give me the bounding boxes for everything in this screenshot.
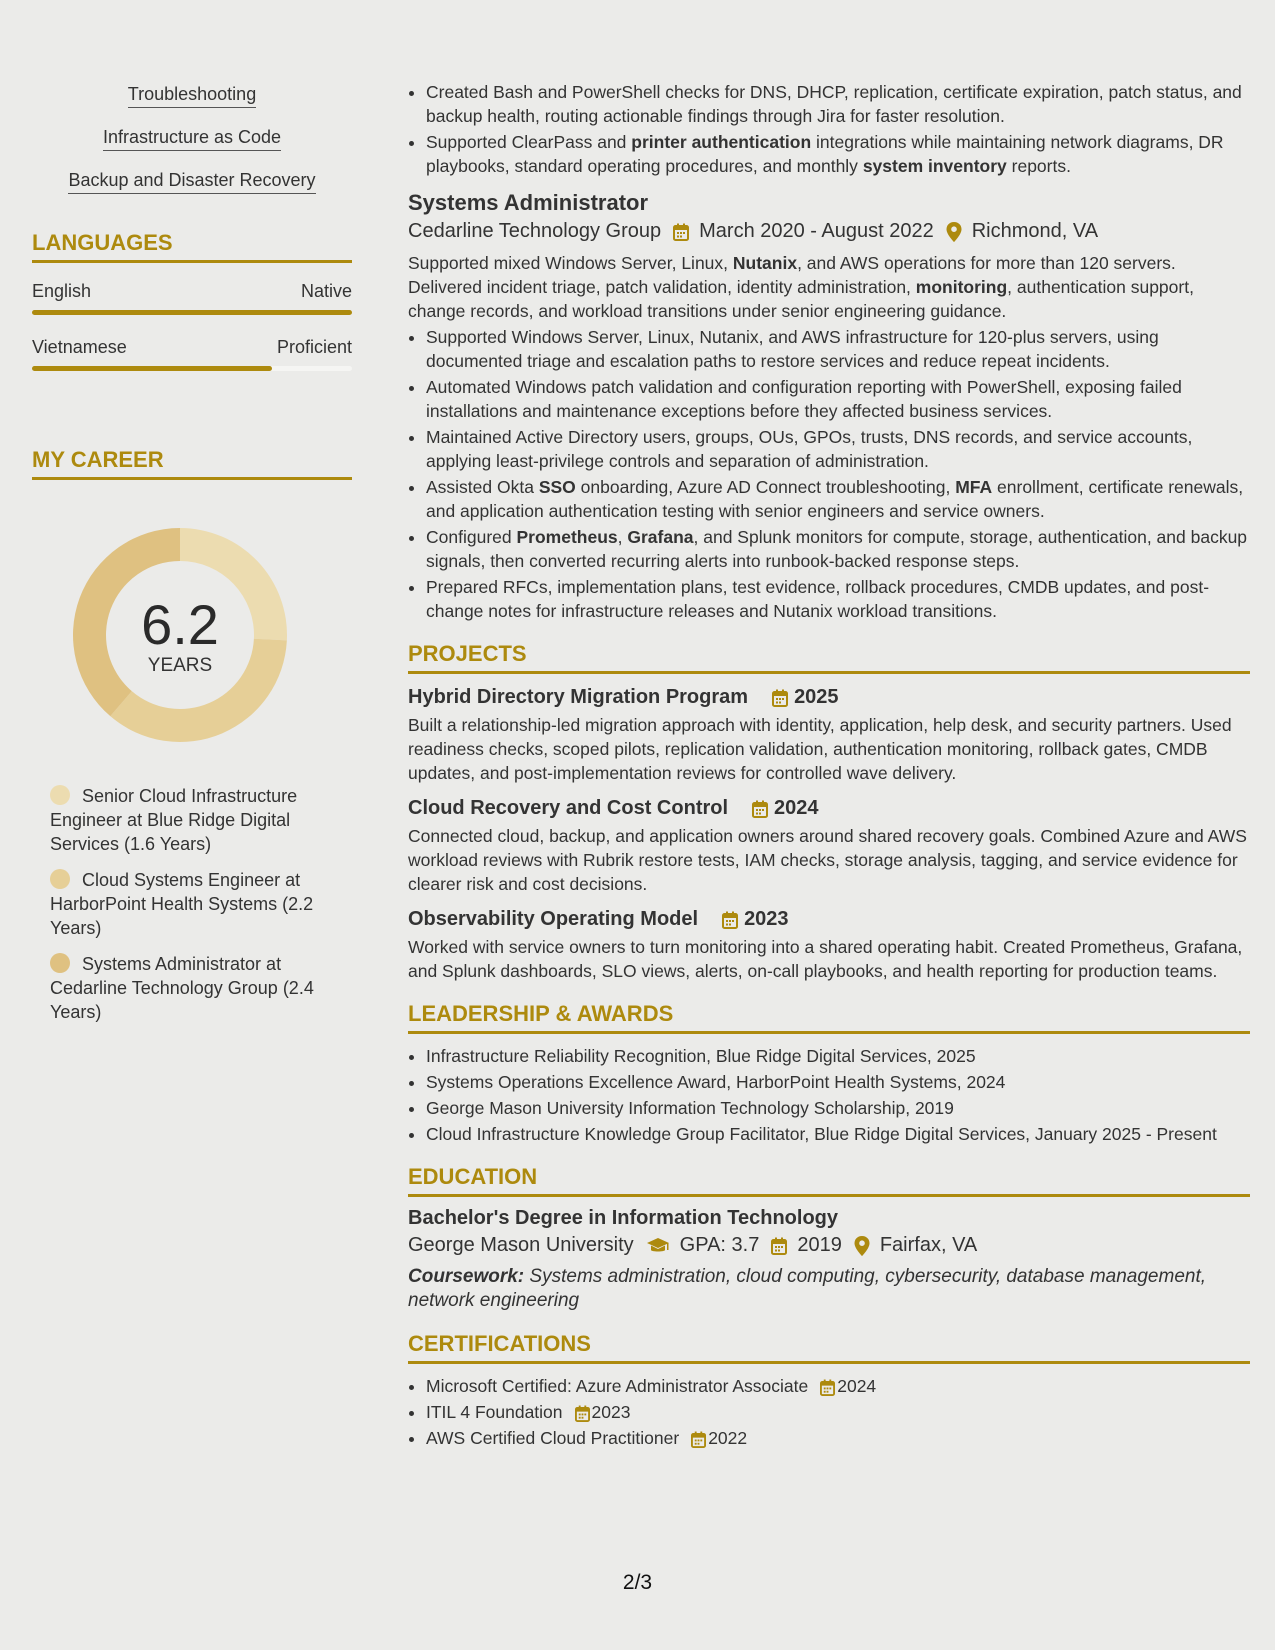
certification-item (426, 1400, 1250, 1424)
awards-heading: LEADERSHIP & AWARDS (408, 1001, 1250, 1034)
award-item: • Cloud Infrastructure Knowledge Group Facilitator, Blue Ridge Digital Services, January 2025 - Present (426, 1122, 1250, 1146)
awards-list (408, 1044, 1250, 1146)
school-name: George Mason University (408, 1234, 634, 1256)
bullet-item: • Assisted Okta SSO onboarding, Azure AD Connect troubleshooting, MFA enrollment, certificate renewals, and application authentication testing with senior engineers and service owners. (426, 475, 1250, 523)
calendar-icon (673, 220, 699, 243)
skills-list (32, 84, 352, 194)
project-item (408, 797, 1250, 896)
language-level: Native (300, 281, 352, 301)
calendar-icon (691, 1428, 708, 1448)
career-unit: YEARS (147, 655, 213, 676)
skill-item: Backup and Disaster Recovery (32, 170, 352, 194)
certification-name: Microsoft Certified: Azure Administrator Associate (426, 1376, 809, 1396)
project-title-row (408, 686, 1250, 709)
project-year: 2024 (774, 797, 819, 819)
language-bar-fill (32, 310, 352, 315)
bullet-item: • Created Bash and PowerShell checks for DNS, DHCP, replication, certificate expiration, patch status, and backup health, routing actionable findings through Jira for faster resolution. (426, 80, 1250, 128)
calendar-icon (760, 689, 794, 707)
coursework-text: Systems administration, cloud computing, cybersecurity, database management, network engineering (408, 1266, 1207, 1311)
legend-dot (50, 953, 70, 973)
bullet-item: • Supported ClearPass and printer authentication integrations while maintaining network diagrams, DR playbooks, standard operating procedures, and monthly system inventory reports. (426, 130, 1250, 178)
degree-title: Bachelor's Degree in Information Technology (408, 1207, 839, 1229)
education-location: Fairfax, VA (879, 1234, 978, 1256)
education-meta (408, 1234, 1250, 1257)
certification-item (426, 1426, 1250, 1450)
project-item (408, 908, 1250, 983)
job-dates: March 2020 - August 2022 (699, 220, 934, 242)
project-title: Cloud Recovery and Cost Control (408, 797, 729, 819)
project-title-row (408, 797, 1250, 820)
legend-dot (50, 869, 70, 889)
language-bar (32, 310, 352, 315)
coursework (408, 1265, 1250, 1313)
skill-item: Troubleshooting (32, 84, 352, 108)
language-name: English (32, 281, 92, 301)
job-title: Systems Administrator (408, 190, 649, 215)
language-bar (32, 366, 352, 371)
language-bar-fill (32, 366, 272, 371)
legend-dot (50, 785, 70, 805)
certifications-list (408, 1374, 1250, 1450)
certifications-heading: CERTIFICATIONS (408, 1331, 1250, 1364)
award-item: • Infrastructure Reliability Recognition, Blue Ridge Digital Services, 2025 (426, 1044, 1250, 1068)
career-heading: MY CAREER (32, 447, 352, 480)
legend-item: Cloud Systems Engineer at HarborPoint Health Systems (2.2 Years) (50, 870, 314, 938)
bullet-item: • Maintained Active Directory users, groups, OUs, GPOs, trusts, DNS records, and service accounts, applying least-privilege controls and separation of administration. (426, 425, 1250, 473)
calendar-icon (575, 1402, 592, 1422)
bullet-item: • Automated Windows patch validation and configuration reporting with PowerShell, exposing failed installations and maintenance exceptions before they affected business services. (426, 375, 1250, 423)
career-donut-chart (65, 520, 295, 750)
language-name: Vietnamese (32, 337, 127, 357)
project-description: Connected cloud, backup, and application owners around shared recovery goals. Combined Azure and AWS workload reviews with Rubrik restore tests, IAM checks, storage analysis, tagging, and service evidence for clearer risk and cost decisions. (408, 826, 1247, 894)
project-title: Hybrid Directory Migration Program (408, 686, 749, 708)
previous-job-bullets (408, 80, 1250, 178)
calendar-icon (820, 1376, 837, 1396)
certification-name: AWS Certified Cloud Practitioner (426, 1428, 680, 1448)
career-legend (50, 784, 335, 1024)
projects-heading: PROJECTS (408, 641, 1250, 674)
award-item: • Systems Operations Excellence Award, HarborPoint Health Systems, 2024 (426, 1070, 1250, 1094)
job-bullets (408, 325, 1250, 623)
certification-year: 2022 (708, 1428, 748, 1448)
job-meta (408, 220, 1250, 243)
certification-name: ITIL 4 Foundation (426, 1402, 563, 1422)
project-description: Built a relationship-led migration approach with identity, application, help desk, and security partners. Used readiness checks, scoped pilots, replication validation, authentication monitoring, rollback gates, CMDB updates, and post-implementation reviews for controlled wave delivery. (408, 715, 1232, 783)
location-pin-icon (854, 1234, 880, 1257)
project-year: 2023 (744, 908, 789, 930)
bullet-item: • Prepared RFCs, implementation plans, test evidence, rollback procedures, CMDB updates, and post-change notes for infrastructure releases and Nutanix workload transitions. (426, 575, 1250, 623)
education-heading: EDUCATION (408, 1164, 1250, 1197)
coursework-label: Coursework: (408, 1266, 525, 1287)
graduation-cap-icon (646, 1234, 680, 1257)
languages-heading: LANGUAGES (32, 230, 352, 263)
language-english (32, 281, 352, 315)
award-item: • George Mason University Information Technology Scholarship, 2019 (426, 1096, 1250, 1120)
certification-year: 2023 (591, 1402, 631, 1422)
job-summary: Supported mixed Windows Server, Linux, Nutanix, and AWS operations for more than 120 servers. Delivered incident triage, patch validation, identity administration, monitoring, authentication support, change records, and workload transitions under senior engineering guidance. (408, 253, 1194, 321)
bullet-item: • Supported Windows Server, Linux, Nutanix, and AWS infrastructure for 120-plus servers, using documented triage and escalation paths to restore services and reduce repeat incidents. (426, 325, 1250, 373)
location-pin-icon (946, 220, 972, 243)
project-title: Observability Operating Model (408, 908, 699, 930)
main-content (408, 80, 1250, 1452)
page-number: 2/3 (622, 1571, 653, 1594)
gpa: GPA: 3.7 (679, 1234, 760, 1256)
certification-year: 2024 (837, 1376, 877, 1396)
sidebar (32, 84, 352, 1036)
projects-list (408, 686, 1250, 983)
graduation-year: 2019 (797, 1234, 842, 1256)
calendar-icon (740, 800, 774, 818)
company-name: Cedarline Technology Group (408, 220, 662, 242)
calendar-icon (771, 1234, 797, 1257)
project-description: Worked with service owners to turn monitoring into a shared operating habit. Created Prometheus, Grafana, and Splunk dashboards, SLO views, alerts, on-call playbooks, and health reporting for production teams. (408, 937, 1243, 981)
language-vietnamese (32, 337, 352, 371)
skill-item: Infrastructure as Code (32, 127, 352, 151)
job-location: Richmond, VA (971, 220, 1099, 242)
legend-item: Systems Administrator at Cedarline Technology Group (2.4 Years) (50, 954, 314, 1022)
calendar-icon (710, 911, 744, 929)
legend-item: Senior Cloud Infrastructure Engineer at Blue Ridge Digital Services (1.6 Years) (50, 786, 298, 854)
donut-center (65, 595, 295, 677)
bullet-item: • Configured Prometheus, Grafana, and Splunk monitors for compute, storage, authentication, and backup signals, then converted recurring alerts into runbook-backed response steps. (426, 525, 1250, 573)
project-year: 2025 (794, 686, 839, 708)
career-total: 6.2 (141, 593, 219, 656)
project-title-row (408, 908, 1250, 931)
language-level: Proficient (276, 337, 352, 357)
certification-item (426, 1374, 1250, 1398)
project-item (408, 686, 1250, 785)
